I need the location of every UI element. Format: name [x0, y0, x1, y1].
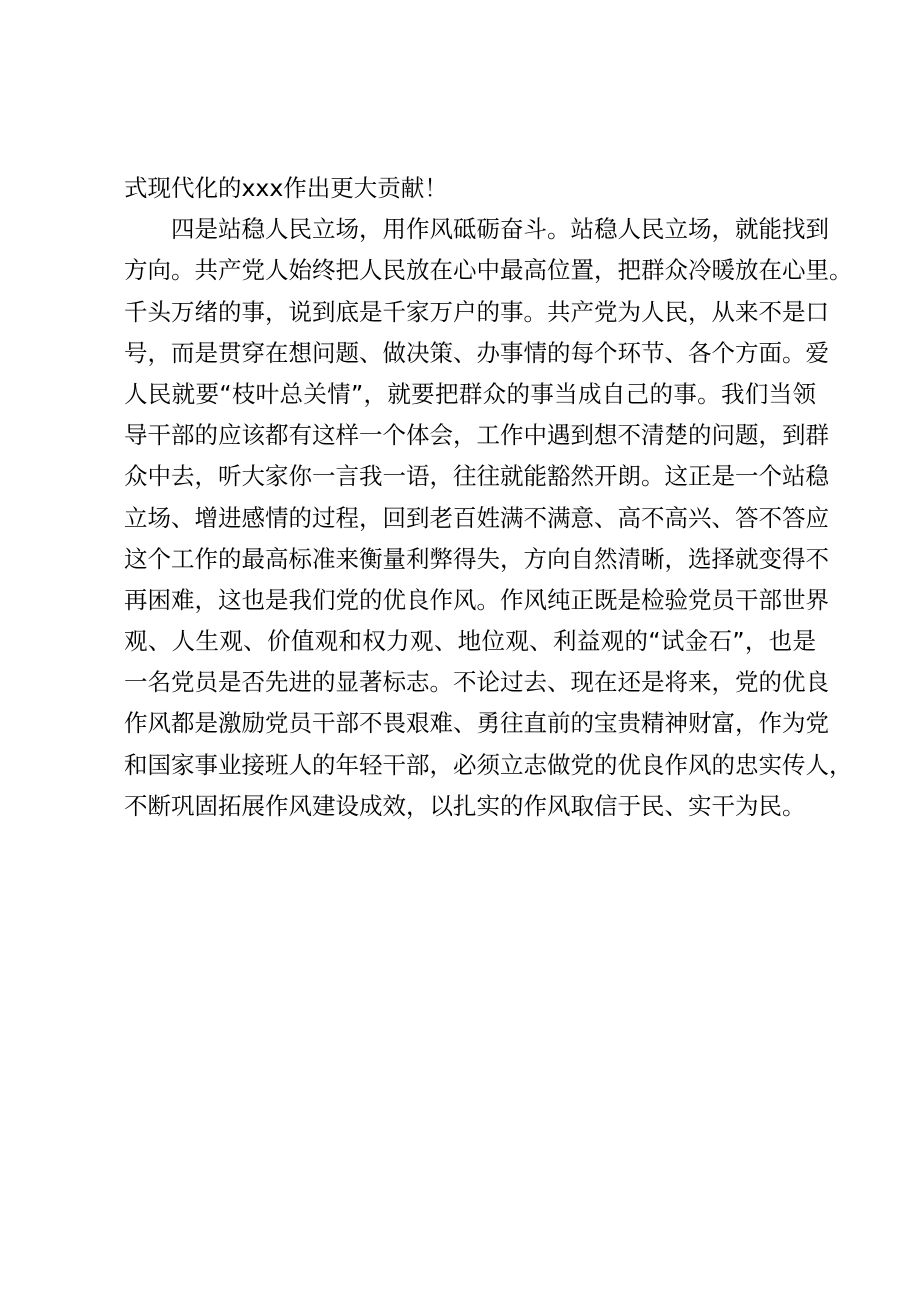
paragraph-first-line: 四是站稳人民立场，用作风砥砺奋斗。站稳人民立场，就能找到: [171, 215, 829, 244]
text-line-14: 作风都是激励党员干部不畏艰难、勇往直前的宝贵精神财富，作为党: [124, 709, 829, 738]
text-line-6: 人民就要“枝叶总关情”，就要把群众的事当成自己的事。我们当领: [124, 379, 816, 408]
text-line-9: 立场、增进感情的过程，回到老百姓满不满意、高不高兴、答不答应: [124, 503, 829, 532]
paragraph-last-line: 不断巩固拓展作风建设成效，以扎实的作风取信于民、实干为民。: [124, 791, 806, 820]
text-line-10: 这个工作的最高标准来衡量利弊得失，方向自然清晰，选择就变得不: [124, 544, 829, 573]
text-line-1: 式现代化的xxx作出更大贡献！: [124, 174, 448, 202]
text-line-8: 众中去，听大家你一言我一语，往往就能豁然开朗。这正是一个站稳: [124, 462, 829, 491]
text-line-15: 和国家事业接班人的年轻干部，必须立志做党的优良作风的忠实传人，: [124, 750, 853, 779]
document-body: [124, 168, 853, 827]
text-line-11: 再困难，这也是我们党的优良作风。作风纯正既是检验党员干部世界: [124, 585, 829, 614]
text-line-7: 导干部的应该都有这样一个体会，工作中遇到想不清楚的问题，到群: [124, 421, 829, 450]
text-line-3: 方向。共产党人始终把人民放在心中最高位置，把群众冷暖放在心里。: [124, 256, 853, 285]
text-line-13: 一名党员是否先进的显著标志。不论过去、现在还是将来，党的优良: [124, 668, 829, 697]
text-line-5: 号，而是贯穿在想问题、做决策、办事情的每个环节、各个方面。爱: [124, 338, 829, 367]
text-line-12: 观、人生观、价值观和权力观、地位观、利益观的“试金石”，也是: [124, 627, 816, 656]
text-line-4: 千头万绪的事，说到底是千家万户的事。共产党为人民，从来不是口: [124, 297, 829, 326]
